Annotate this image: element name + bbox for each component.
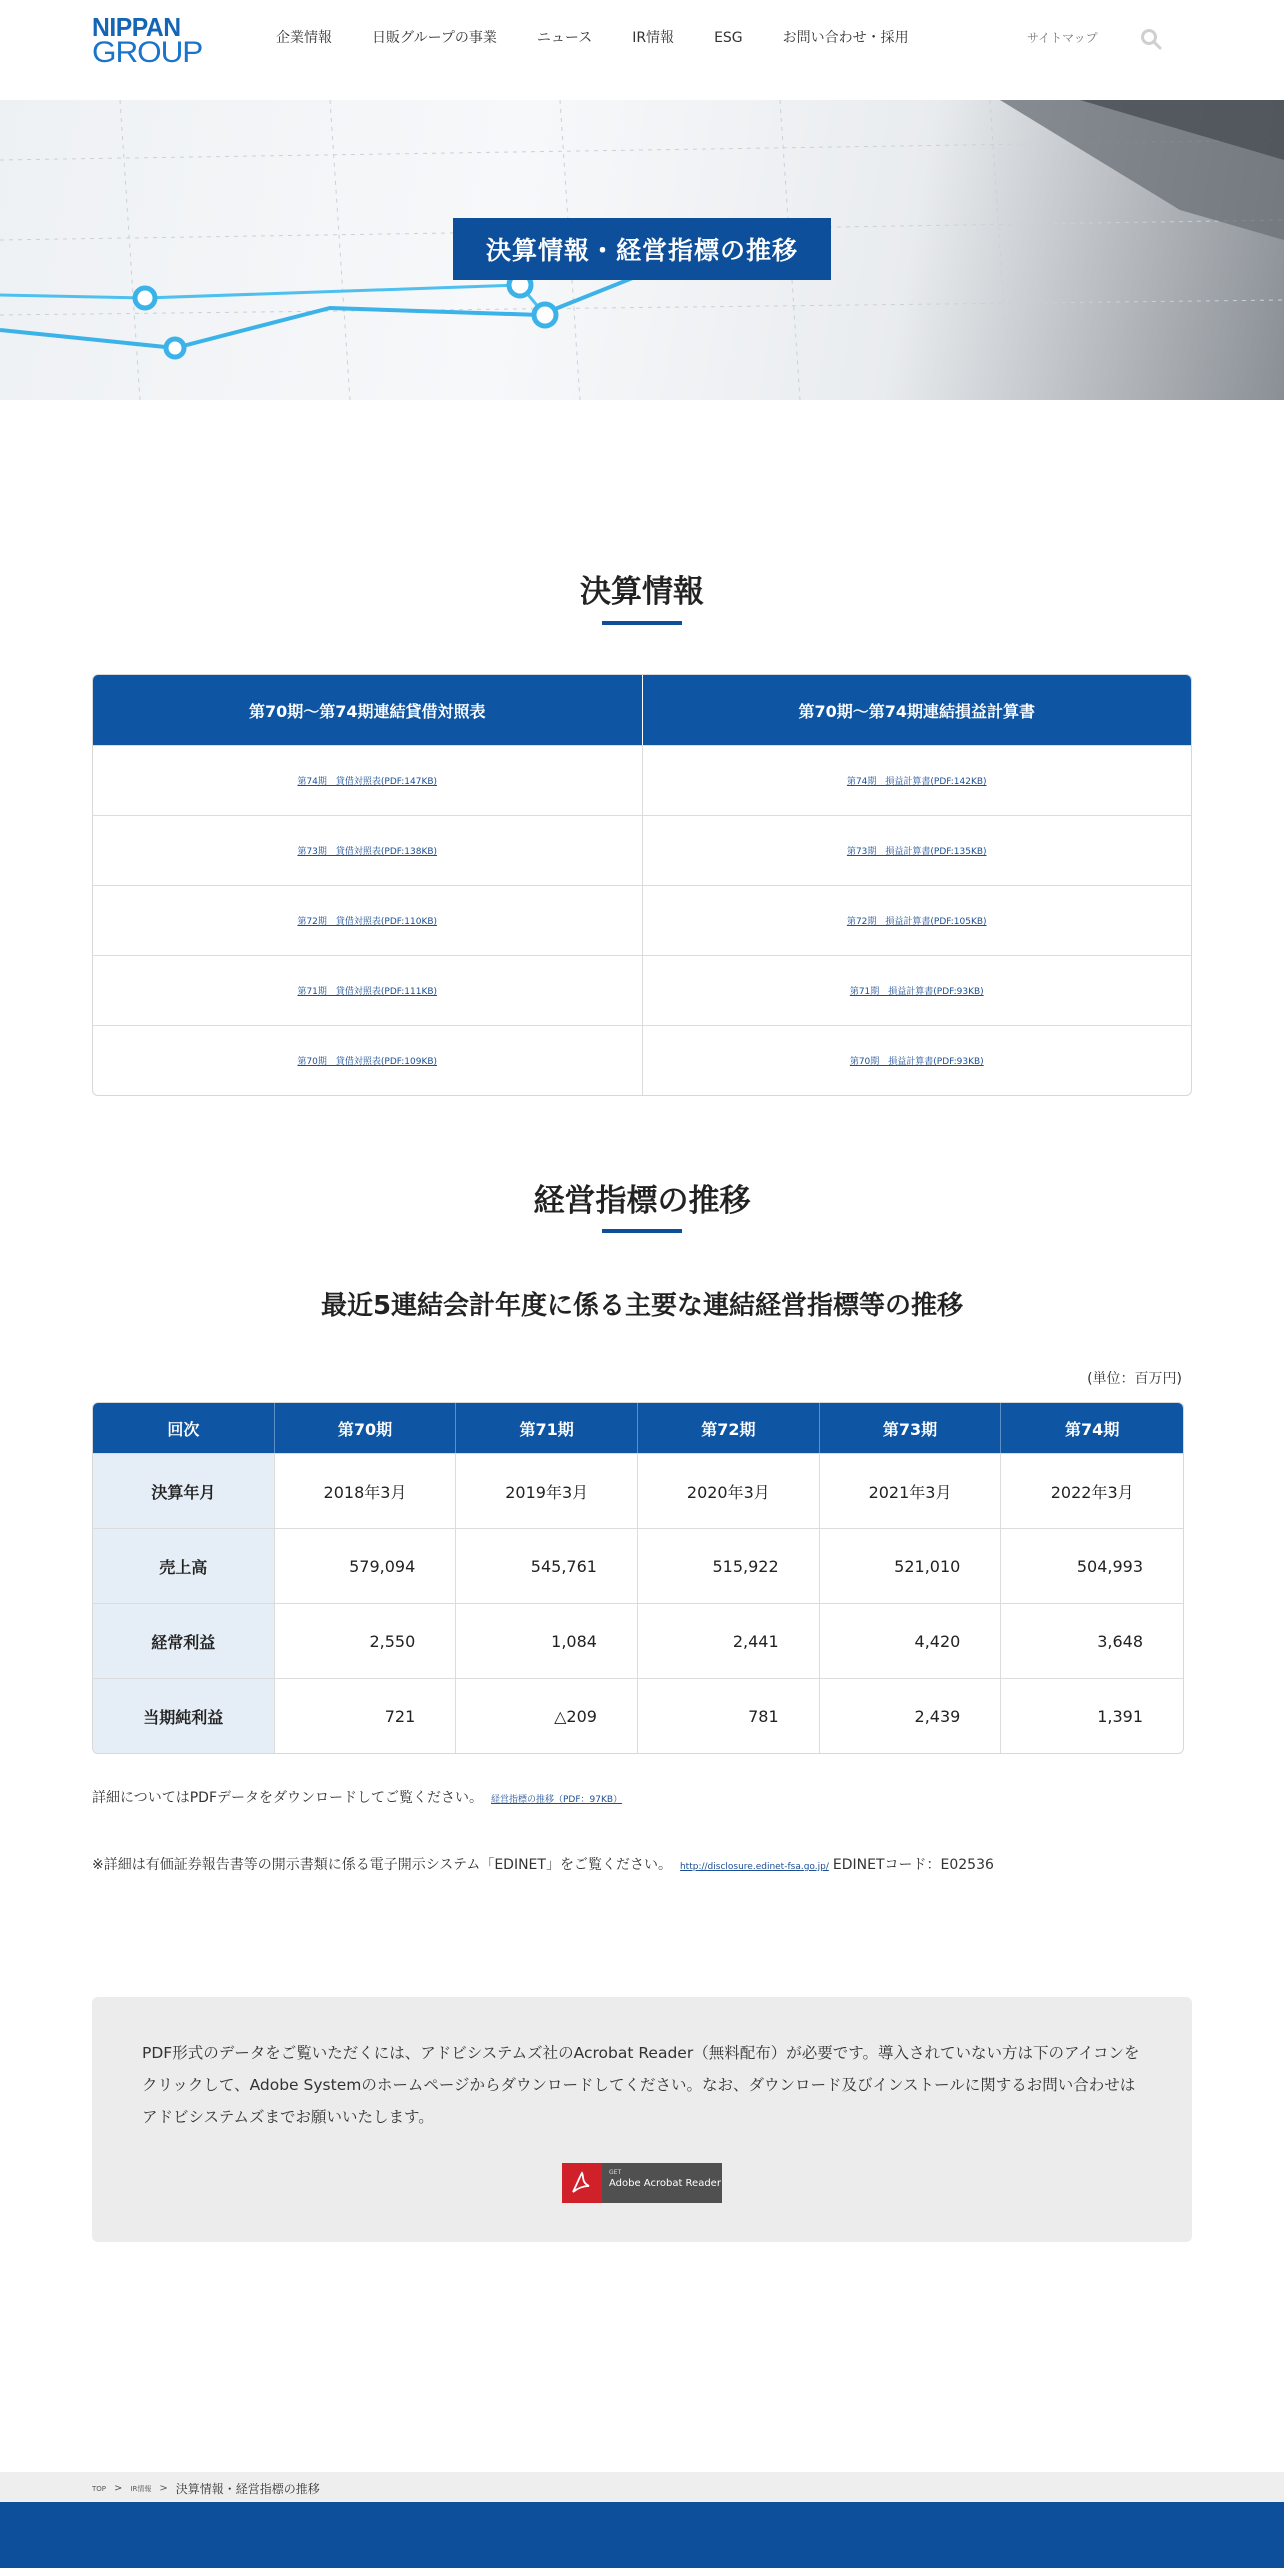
balance-sheet-pdf-link[interactable]: 第72期 貸借対照表(PDF:110KB) bbox=[297, 917, 438, 927]
search-icon[interactable] bbox=[1140, 28, 1162, 50]
acrobat-button-label: Adobe Acrobat Reader bbox=[609, 2178, 721, 2189]
indicators-pdf-link[interactable]: 経営指標の推移（PDF：97KB） bbox=[491, 1795, 623, 1805]
income-statement-pdf-link[interactable]: 第70期 損益計算書(PDF:93KB) bbox=[849, 1057, 984, 1067]
nav-item-business[interactable]: 日販グループの事業 bbox=[372, 30, 497, 46]
logo-top-text: NIPPAN bbox=[92, 12, 181, 42]
table-cell: 2019年3月 bbox=[456, 1454, 638, 1528]
breadcrumb-top[interactable]: TOP bbox=[92, 2484, 107, 2493]
table-cell: 2,439 bbox=[820, 1679, 1002, 1753]
breadcrumb-ir[interactable]: IR情報 bbox=[130, 2484, 152, 2493]
global-nav bbox=[276, 26, 949, 50]
income-statement-pdf-link[interactable]: 第71期 損益計算書(PDF:93KB) bbox=[849, 987, 984, 997]
balance-sheet-pdf-link[interactable]: 第74期 貸借対照表(PDF:147KB) bbox=[297, 777, 438, 787]
table-cell: △209 bbox=[456, 1679, 638, 1753]
nippan-group-logo[interactable] bbox=[92, 12, 203, 69]
breadcrumb-separator-icon: > bbox=[114, 2483, 123, 2494]
edinet-link[interactable]: http://disclosure.edinet-fsa.go.jp/ bbox=[679, 1862, 829, 1872]
financial-heading-underline bbox=[602, 621, 682, 625]
table-cell: 2022年3月 bbox=[1050, 1482, 1134, 1502]
get-acrobat-reader-button[interactable] bbox=[562, 2163, 722, 2203]
unit-label: (単位：百万円) bbox=[1087, 1371, 1182, 1387]
income-statement-pdf-link[interactable]: 第74期 損益計算書(PDF:142KB) bbox=[846, 777, 987, 787]
indicators-subtitle: 最近5連結会計年度に係る主要な連結経営指標等の推移 bbox=[320, 1291, 964, 1321]
table-row-fiscal-month bbox=[93, 1453, 1183, 1528]
column-header-income-statement: 第70期〜第74期連結損益計算書 bbox=[798, 701, 1036, 721]
breadcrumb-separator-icon: > bbox=[159, 2483, 168, 2494]
table-row bbox=[93, 885, 1191, 955]
breadcrumb bbox=[92, 2480, 320, 2497]
row-header: 売上高 bbox=[93, 1529, 275, 1603]
table-row-sales bbox=[93, 1528, 1183, 1603]
download-note bbox=[92, 1787, 622, 1807]
table-row-ordinary-profit bbox=[93, 1603, 1183, 1678]
table-cell: 2020年3月 bbox=[638, 1454, 820, 1528]
table-cell: 2018年3月 bbox=[275, 1454, 457, 1528]
acrobat-notice-text: PDF形式のデータをご覧いただくには、アドビシステムズ社のAcrobat Reader（無料配布）が必要です。導入されていない方は下のアイコンをクリックして、Adobe Systemのホームページからダウンロードしてください。なお、ダウンロード及びインストールに関するお問い合わせはアドビシステムズまでお願いいたします。 bbox=[142, 2044, 1140, 2126]
indicators-heading-underline bbox=[602, 1229, 682, 1233]
table-cell: 579,094 bbox=[275, 1529, 457, 1603]
hero-banner bbox=[0, 100, 1284, 400]
row-header: 経常利益 bbox=[93, 1604, 275, 1678]
nav-item-company[interactable]: 企業情報 bbox=[276, 30, 332, 46]
nav-item-news[interactable]: ニュース bbox=[536, 30, 593, 46]
column-header-70: 第70期 bbox=[275, 1403, 457, 1453]
acrobat-icon bbox=[562, 2163, 602, 2203]
financial-statements-table bbox=[92, 674, 1192, 1096]
indicators-heading: 経営指標の推移 bbox=[533, 1183, 751, 1219]
table-cell: 521,010 bbox=[820, 1529, 1002, 1603]
table-cell: 504,993 bbox=[1076, 1556, 1144, 1576]
table-cell: 2021年3月 bbox=[820, 1454, 1002, 1528]
table-cell: 781 bbox=[638, 1679, 820, 1753]
edinet-note-text: ※詳細は有価証券報告書等の開示書類に係る電子開示システム「EDINET」をご覧ください。 bbox=[92, 1857, 672, 1873]
site-header bbox=[0, 0, 1284, 100]
table-cell: 2,441 bbox=[638, 1604, 820, 1678]
table-cell: 3,648 bbox=[1097, 1631, 1144, 1651]
column-header-74: 第74期 bbox=[1065, 1419, 1120, 1439]
row-header: 決算年月 bbox=[93, 1454, 275, 1528]
income-statement-pdf-link[interactable]: 第72期 損益計算書(PDF:105KB) bbox=[846, 917, 987, 927]
breadcrumb-current: 決算情報・経営指標の推移 bbox=[175, 2482, 320, 2496]
table-row bbox=[93, 815, 1191, 885]
table-cell: 1,391 bbox=[1097, 1706, 1144, 1726]
column-header-balance-sheet: 第70期〜第74期連結貸借対照表 bbox=[93, 675, 643, 745]
table-header bbox=[93, 675, 1191, 745]
download-note-text: 詳細についてはPDFデータをダウンロードしてご覧ください。 bbox=[92, 1790, 483, 1806]
management-indicators-table bbox=[92, 1402, 1184, 1754]
site-footer bbox=[0, 2502, 1284, 2568]
acrobat-notice-box bbox=[92, 1997, 1192, 2242]
logo-bottom-text: GROUP bbox=[92, 36, 203, 69]
edinet-code: EDINETコード：E02536 bbox=[832, 1857, 994, 1873]
table-header bbox=[93, 1403, 1183, 1453]
nav-item-esg[interactable]: ESG bbox=[714, 30, 743, 46]
income-statement-pdf-link[interactable]: 第73期 損益計算書(PDF:135KB) bbox=[846, 847, 987, 857]
table-cell: 545,761 bbox=[456, 1529, 638, 1603]
balance-sheet-pdf-link[interactable]: 第71期 貸借対照表(PDF:111KB) bbox=[297, 987, 438, 997]
table-cell: 2,550 bbox=[275, 1604, 457, 1678]
table-row bbox=[93, 745, 1191, 815]
row-header: 当期純利益 bbox=[93, 1679, 275, 1753]
table-cell: 721 bbox=[275, 1679, 457, 1753]
balance-sheet-pdf-link[interactable]: 第70期 貸借対照表(PDF:109KB) bbox=[297, 1057, 438, 1067]
column-header-term: 回次 bbox=[93, 1403, 275, 1453]
edinet-note bbox=[92, 1854, 994, 1874]
table-cell: 1,084 bbox=[456, 1604, 638, 1678]
breadcrumb-bar bbox=[0, 2472, 1284, 2502]
table-row bbox=[93, 1025, 1191, 1095]
nav-item-contact[interactable]: お問い合わせ・採用 bbox=[782, 30, 909, 46]
balance-sheet-pdf-link[interactable]: 第73期 貸借対照表(PDF:138KB) bbox=[297, 847, 438, 857]
financial-heading: 決算情報 bbox=[580, 574, 704, 610]
page-title: 決算情報・経営指標の推移 bbox=[453, 218, 831, 280]
table-cell: 4,420 bbox=[820, 1604, 1002, 1678]
column-header-73: 第73期 bbox=[820, 1403, 1002, 1453]
table-row-net-income bbox=[93, 1678, 1183, 1753]
column-header-72: 第72期 bbox=[638, 1403, 820, 1453]
acrobat-button-small-text: GET bbox=[609, 2169, 622, 2176]
table-row bbox=[93, 955, 1191, 1025]
column-header-71: 第71期 bbox=[456, 1403, 638, 1453]
nav-item-ir[interactable]: IR情報 bbox=[632, 30, 675, 46]
table-cell: 515,922 bbox=[638, 1529, 820, 1603]
sitemap-link[interactable]: サイトマップ bbox=[1027, 31, 1098, 45]
